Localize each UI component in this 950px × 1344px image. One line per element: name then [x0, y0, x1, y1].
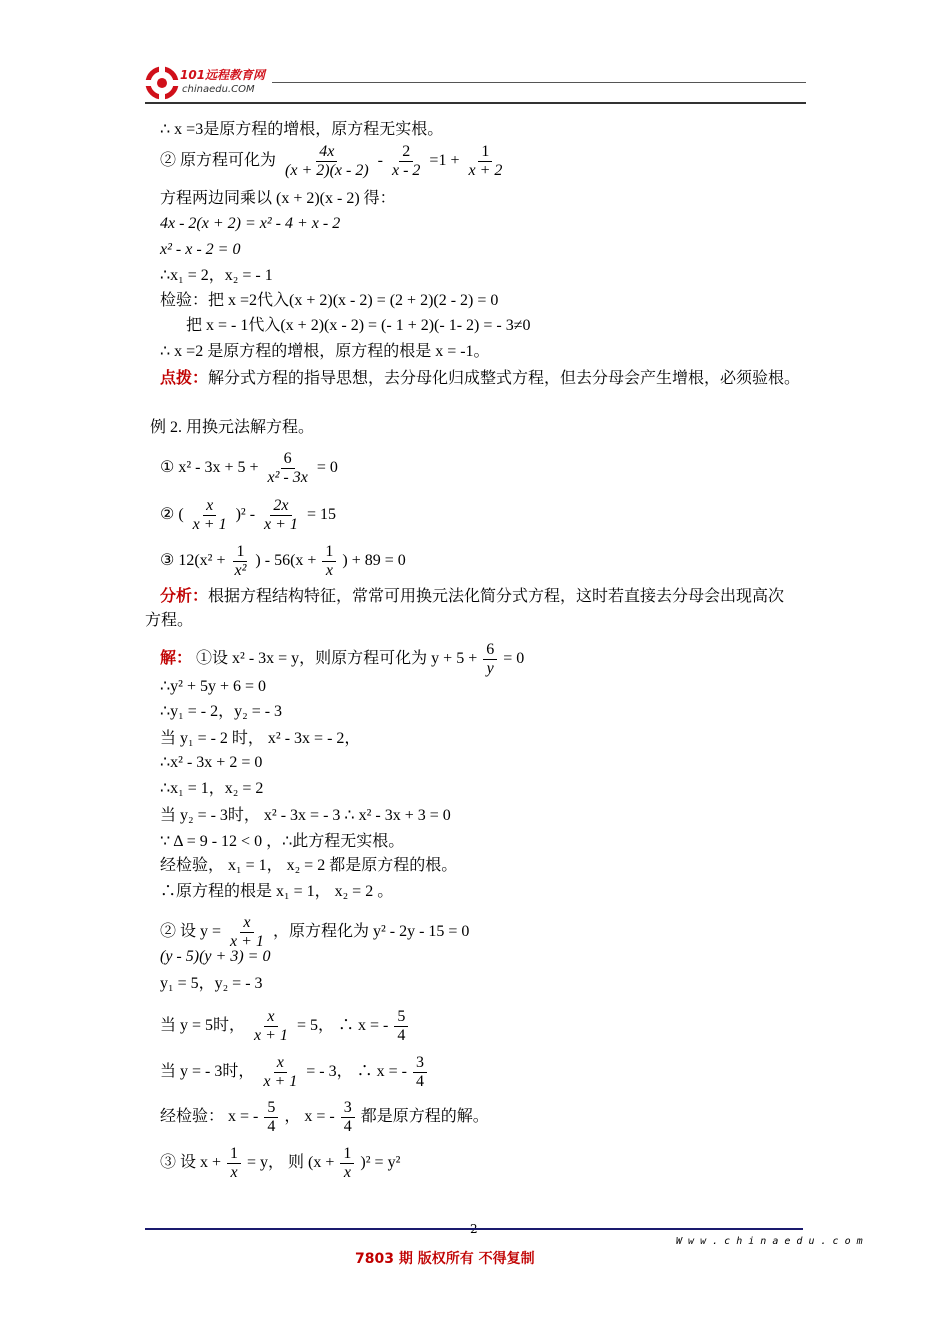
line: 点拨：解分式方程的指导思想，去分母化归成整式方程，但去分母会产生增根，必须验根。: [160, 370, 801, 387]
line: 当 y₂ = - 3时， x² - 3x = - 3 ∴ x² - 3x + 3 = 0: [160, 807, 451, 824]
line: ③ 设 x + $\frac{1}{x}$ = y， 则 (x + $\frac{1}{x}$ )² = y²: [160, 1145, 401, 1181]
line: ∴x₁ = 1，x₂ = 2: [160, 780, 264, 797]
line: ∴ x =2 是原方程的增根，原方程的根是 x = -1。: [160, 343, 490, 360]
line: 当 y₁ = - 2 时， x² - 3x = - 2，: [160, 730, 361, 747]
line: ① x² - 3x + 5 + $\frac{6}{\text{x² - 3x}}$ = 0: [160, 450, 338, 486]
footer-website: W w w . c h i n a e d u . c o m: [676, 1236, 863, 1247]
footer-rule: [145, 1228, 803, 1230]
line: 解： ①设 x² - 3x = y，则原方程可化为 y + 5 + $\frac{6}{y}$ = 0: [160, 641, 525, 677]
line: x² - x - 2 = 0: [160, 241, 241, 258]
line: ∴y² + 5y + 6 = 0: [160, 678, 267, 695]
line: 例 2. 用换元法解方程。: [150, 419, 315, 436]
line: ② ( $\frac{x}{x + 1}$ )² - $\frac{2x}{x + 1}$ = 15: [160, 497, 336, 533]
label-dianbo: 点拨：: [160, 370, 209, 387]
logo-main: 101远程教育网: [180, 68, 266, 82]
line: ∴x² - 3x + 2 = 0: [160, 754, 263, 771]
line: 把 x = - 1代入(x + 2)(x - 2) = (- 1 + 2)(- 1- 2) = - 3≠0: [186, 317, 531, 334]
logo-sub: chinaedu.COM: [182, 84, 255, 95]
line: 当 y = 5时， $\frac{x}{x + 1}$ = 5， ∴ x = - $\frac{5}{4}$: [160, 1008, 410, 1045]
line: ∵ Δ = 9 - 12 < 0 ，∴此方程无实根。: [160, 833, 405, 850]
line: ∴y₁ = - 2，y₂ = - 3: [160, 703, 283, 720]
line: ② 原方程可化为 $\frac{4x}{(x + 2)(x - 2)}$ - $\frac{2}{x - 2}$ =1 + $\frac{1}{x + 2}$: [160, 143, 503, 179]
logo-icon: [145, 66, 179, 100]
line: 4x - 2(x + 2) = x² - 4 + x - 2: [160, 215, 341, 232]
line: ③ 12(x² + $\frac{1}{\text{x²}}$ ) - 56(x + $\frac{1}{x}$ ) + 89 = 0: [160, 543, 406, 579]
footer-copyright: 7803 期 版权所有 不得复制: [355, 1251, 535, 1267]
header-rule-bottom: [145, 102, 806, 104]
line: 方程两边同乘以 (x + 2)(x - 2) 得：: [160, 190, 396, 207]
line: ∴原方程的根是 x₁ = 1， x₂ = 2 。: [160, 883, 394, 900]
line: 分析：根据方程结构特征，常常可用换元法化简分式方程，这时若直接去分母会出现高次: [160, 588, 785, 605]
label-fenxi: 分析：: [160, 588, 209, 605]
line: 经检验： x = - $\frac{5}{4}$ ， x = - $\frac{3}{4}$ 都是原方程的解。: [160, 1099, 489, 1135]
line: 方程。: [145, 612, 194, 629]
line: ∴x₁ = 2，x₂ = - 1: [160, 267, 273, 284]
line: y₁ = 5，y₂ = - 3: [160, 975, 263, 992]
label-jie: 解：: [160, 650, 193, 668]
line: ② 设 y = $\frac{x}{x + 1}$ ，原方程化为 y² - 2y - 15 = 0: [160, 914, 470, 950]
line: 经检验， x₁ = 1， x₂ = 2 都是原方程的根。: [160, 857, 458, 874]
line: ∴ x =3是原方程的增根，原方程无实根。: [160, 121, 444, 138]
line: 检验：把 x =2代入(x + 2)(x - 2) = (2 + 2)(2 - 2) = 0: [160, 292, 499, 309]
line: 当 y = - 3时， $\frac{x}{x + 1}$ = - 3， ∴ x = - $\frac{3}{4}$: [160, 1054, 429, 1091]
header-rule-top: [272, 82, 806, 83]
line: (y - 5)(y + 3) = 0: [160, 948, 271, 965]
